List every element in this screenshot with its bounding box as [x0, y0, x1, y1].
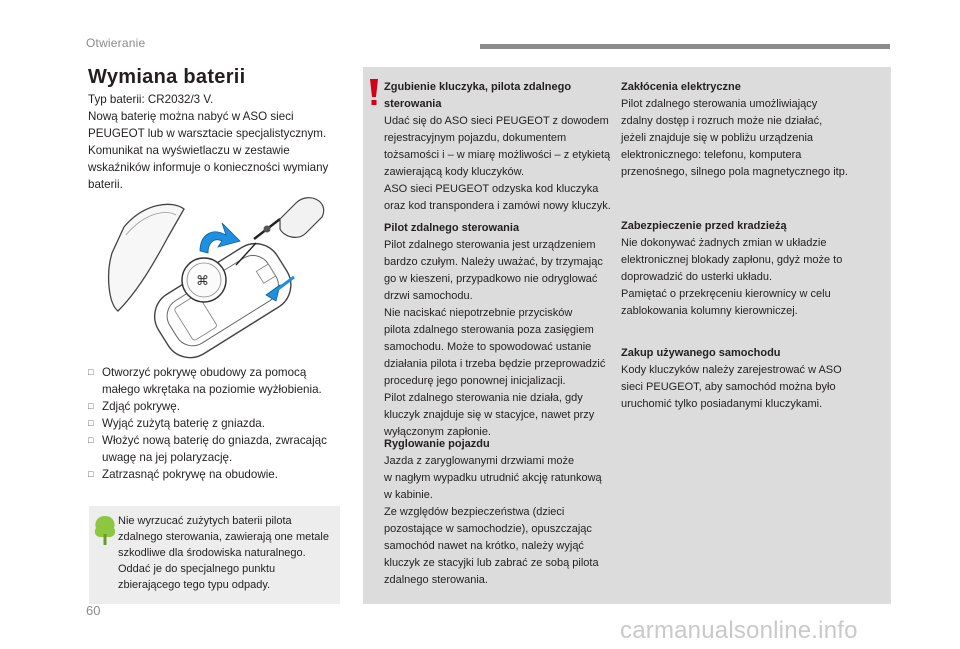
section-text: jeżeli znajduje się w pobliżu urządzenia — [621, 132, 814, 144]
interference-section — [621, 79, 871, 181]
section-heading: Ryglowanie pojazdu — [384, 438, 490, 450]
section-text: uruchomić tylko posiadanymi kluczykami. — [621, 398, 823, 410]
eco-note-line: Oddać je do specjalnego punktu — [118, 563, 276, 576]
section-text: Pilot zdalnego sterowania jest urządzeniem — [384, 239, 596, 251]
locking-section — [384, 436, 624, 589]
section-text: przenośnego, silnego pola magnetycznego itp. — [621, 166, 848, 178]
section-text: zablokowania kolumny kierowniczej. — [621, 305, 798, 317]
section-text: elektronicznej blokady zapłonu, gdyż może to — [621, 254, 843, 266]
section-text: zdalnego sterowania. — [384, 574, 488, 586]
section-text: wyłączonym zapłonie. — [384, 426, 491, 438]
eco-note-line: zdalnego sterowania, zawierają one metale — [118, 531, 329, 544]
section-text: procedurę jego ponownej inicjalizacji. — [384, 375, 566, 387]
section-text: ASO sieci PEUGEOT odzyska kod kluczyka — [384, 183, 599, 195]
eco-note-line: szkodliwe dla środowiska naturalnego. — [118, 547, 306, 560]
section-text: Kody kluczyków należy zarejestrować w ASO — [621, 364, 842, 376]
intro-line: Nową baterię można nabyć w ASO sieci — [88, 110, 294, 123]
checkbox-bullet-icon: □ — [88, 367, 94, 377]
step-text: Włożyć nową baterię do gniazda, zwracając — [102, 434, 327, 447]
eco-note-line: zbierającego tego typu odpady. — [118, 579, 271, 592]
step-text: małego wkrętaka na poziomie wyżłobienia. — [102, 383, 322, 396]
section-heading: Zabezpieczenie przed kradzieżą — [621, 220, 787, 232]
section-text: w nagłym wypadku utrudnić akcję ratunkową — [384, 472, 602, 484]
section-text: Ze względów bezpieczeństwa (dzieci — [384, 506, 565, 518]
section-text: w kabinie. — [384, 489, 433, 501]
list-item — [88, 398, 348, 415]
section-heading: Zgubienie kluczyka, pilota zdalnego — [384, 81, 572, 93]
section-text: Jazda z zaryglowanymi drzwiami może — [384, 455, 575, 467]
checkbox-bullet-icon: □ — [88, 401, 94, 411]
section-heading: Pilot zdalnego sterowania — [384, 222, 520, 234]
eco-note-line: Nie wyrzucać zużytych baterii pilota — [118, 515, 292, 527]
list-item — [88, 415, 348, 432]
section-text: Nie naciskać niepotrzebnie przycisków — [384, 307, 573, 319]
step-text: uwagę na jej polaryzację. — [102, 451, 233, 464]
intro-text — [88, 91, 348, 193]
section-text: kluczyk ze stacyjki lub zabrać ze sobą pilota — [384, 557, 599, 569]
step-text: Zdjąć pokrywę. — [102, 400, 180, 413]
section-text: samochodu. Może to spowodować ustanie — [384, 341, 592, 353]
section-text: rejestracyjnym pojazdu, dokumentem — [384, 132, 567, 144]
remote-control-section — [384, 220, 624, 441]
section-text: zawierającą kody kluczyków. — [384, 166, 525, 178]
section-text: samochód nawet na krótko, należy wyjąć — [384, 540, 584, 552]
intro-line: Typ baterii: CR2032/3 V. — [88, 93, 214, 106]
section-text: działania pilota i trzeba będzie przeprowadzić — [384, 358, 606, 370]
section-text: pilota zdalnego sterowania poza zasięgiem — [384, 324, 594, 336]
header-bar — [480, 44, 890, 49]
anti-theft-section — [621, 218, 871, 320]
section-text: kluczyk znajduje się w stacyjce, nawet przy — [384, 409, 595, 421]
section-heading: Zakłócenia elektryczne — [621, 81, 741, 93]
svg-text:⌘: ⌘ — [196, 273, 209, 288]
section-text: go w kieszeni, przypadkowo nie odryglować — [384, 273, 598, 285]
checkbox-bullet-icon: □ — [88, 435, 94, 445]
step-text: Otworzyć pokrywę obudowy za pomocą — [102, 366, 307, 379]
list-item — [88, 432, 348, 466]
section-text: Pilot zdalnego sterowania nie działa, gdy — [384, 392, 583, 404]
tree-icon — [93, 514, 117, 546]
section-heading: sterowania — [384, 98, 442, 110]
intro-line: wskaźników informuje o konieczności wymiany — [88, 161, 329, 174]
section-text: Nie dokonywać żadnych zmian w układzie — [621, 237, 827, 249]
section-text: Pilot zdalnego sterowania umożliwiający — [621, 98, 818, 110]
section-text: sieci PEUGEOT, aby samochód można było — [621, 381, 836, 393]
section-title: Otwieranie — [86, 36, 146, 50]
section-text: zdalny dostęp i rozruch może nie działać, — [621, 115, 823, 127]
exclamation-icon — [368, 78, 380, 106]
procedure-steps — [88, 364, 348, 483]
section-text: tożsamości i – w miarę możliwości – z etykietą — [384, 149, 611, 161]
section-heading: Zakup używanego samochodu — [621, 347, 781, 359]
checkbox-bullet-icon: □ — [88, 469, 94, 479]
intro-line: PEUGEOT lub w warsztacie specjalistycznym. — [88, 127, 327, 140]
intro-line: baterii. — [88, 178, 123, 191]
list-item — [88, 364, 348, 398]
watermark: carmanualsonline.info — [620, 617, 858, 644]
section-text: elektronicznego: telefonu, komputera — [621, 149, 802, 161]
page-number: 60 — [86, 603, 101, 618]
intro-line: Komunikat na wyświetlaczu w zestawie — [88, 144, 290, 157]
step-text: Wyjąć zużytą baterię z gniazda. — [102, 417, 265, 430]
section-text: pozostające w samochodzie), opuszczając — [384, 523, 592, 535]
section-text: doprowadzić do usterki układu. — [621, 271, 773, 283]
eco-note-text — [118, 513, 338, 593]
used-car-section — [621, 345, 871, 413]
lost-key-section — [384, 79, 624, 215]
section-text: oraz kod transpondera i zamówi nowy kluczyk. — [384, 200, 611, 212]
key-battery-illustration — [104, 195, 326, 360]
checkbox-bullet-icon: □ — [88, 418, 94, 428]
section-text: drzwi samochodu. — [384, 290, 473, 302]
section-text: Udać się do ASO sieci PEUGEOT z dowodem — [384, 115, 609, 127]
list-item — [88, 466, 348, 483]
section-text: Pamiętać o przekręceniu kierownicy w celu — [621, 288, 831, 300]
section-text: bardzo czułym. Należy uważać, by trzymając — [384, 256, 603, 268]
page-heading: Wymiana baterii — [88, 66, 246, 88]
step-text: Zatrzasnąć pokrywę na obudowie. — [102, 468, 278, 481]
